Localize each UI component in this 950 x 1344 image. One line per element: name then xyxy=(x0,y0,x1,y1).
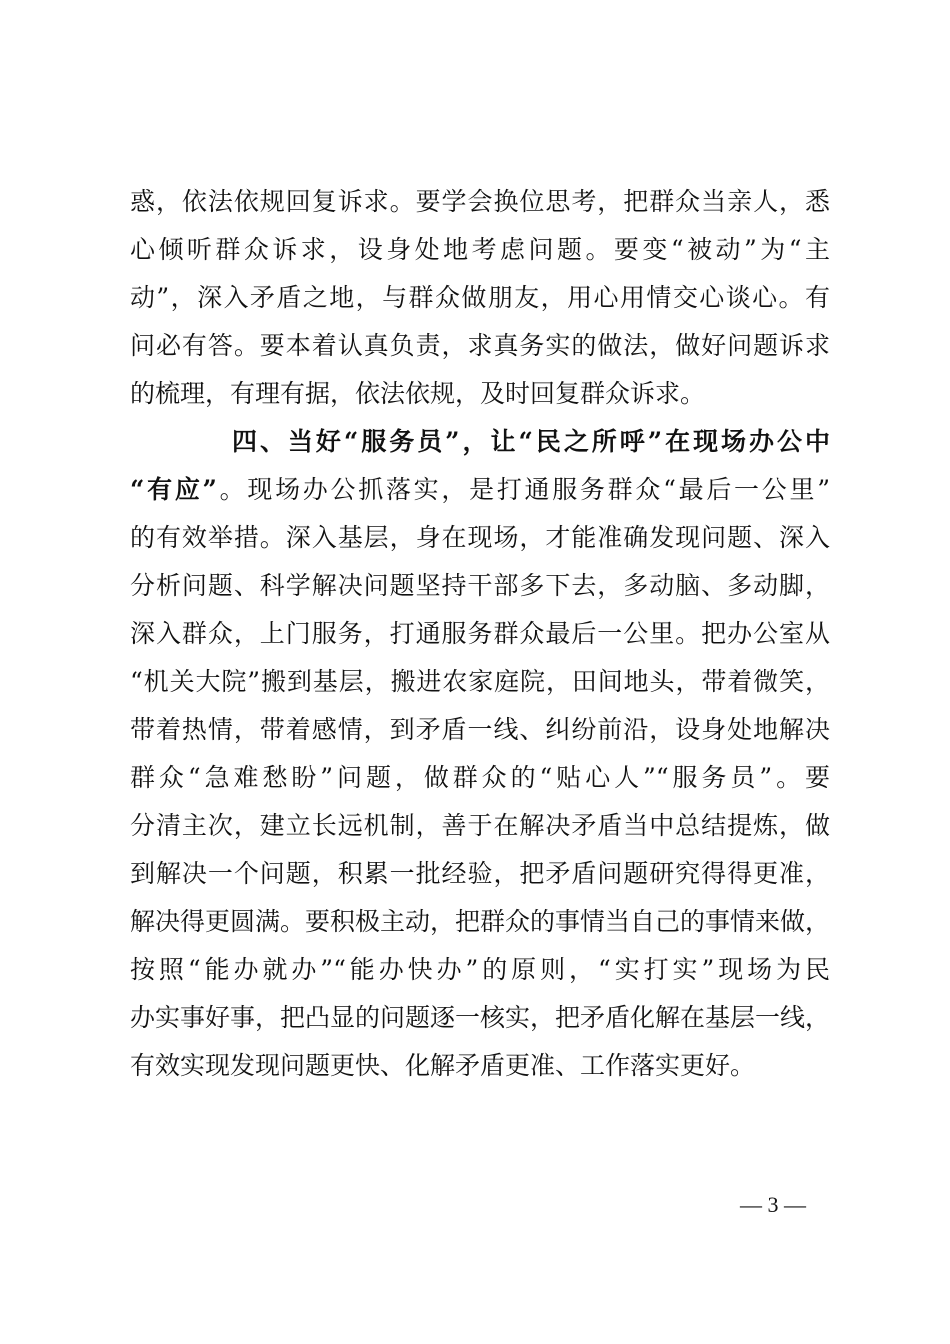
body-text-line: “机关大院”搬到基层，搬进农家庭院，田间地头，带着微笑， xyxy=(130,667,830,696)
body-text-line: 带着热情，带着感情，到矛盾一线、纠纷前沿，设身处地解决 xyxy=(130,715,830,744)
body-text-segment: 。现场办公抓落实，是打通服务群众“最后一公里” xyxy=(216,475,830,504)
body-text-line: 分清主次，建立长远机制，善于在解决矛盾当中总结提炼，做 xyxy=(130,811,830,840)
body-text-line: 到解决一个问题，积累一批经验，把矛盾问题研究得得更准， xyxy=(130,859,830,888)
body-text-line: 有效实现发现问题更快、化解矛盾更准、工作落实更好。 xyxy=(130,1051,756,1080)
section-heading: 四、当好“服务员”，让“民之所呼”在现场办公中 xyxy=(232,427,830,456)
body-text-line: 深入群众，上门服务，打通服务群众最后一公里。把办公室从 xyxy=(130,619,830,648)
body-text-line: 群众“急难愁盼”问题，做群众的“贴心人”“服务员”。要 xyxy=(130,763,830,792)
body-text-line: 问必有答。要本着认真负责，求真务实的做法，做好问题诉求 xyxy=(130,331,830,360)
section-heading-tail: “有应” xyxy=(130,475,217,504)
body-text-line: 的有效举措。深入基层，身在现场，才能准确发现问题、深入 xyxy=(130,523,830,552)
body-text-line: 心倾听群众诉求，设身处地考虑问题。要变“被动”为“主 xyxy=(130,235,830,264)
body-text-line: 分析问题、科学解决问题坚持干部多下去，多动脑、多动脚， xyxy=(130,571,830,600)
body-text-line: 按照“能办就办”“能办快办”的原则，“实打实”现场为民 xyxy=(130,955,830,984)
body-text-line: 办实事好事，把凸显的问题逐一核实，把矛盾化解在基层一线， xyxy=(130,1003,831,1032)
body-text-line: 的梳理，有理有据，依法依规，及时回复群众诉求。 xyxy=(130,379,706,408)
body-text-line: 解决得更圆满。要积极主动，把群众的事情当自己的事情来做， xyxy=(130,907,831,936)
page-number: — 3 — xyxy=(740,1192,806,1217)
section-heading-continuation xyxy=(130,475,830,505)
body-text-line: 惑，依法依规回复诉求。要学会换位思考，把群众当亲人，悉 xyxy=(130,187,830,216)
body-text-line: 动”，深入矛盾之地，与群众做朋友，用心用情交心谈心。有 xyxy=(130,283,830,312)
